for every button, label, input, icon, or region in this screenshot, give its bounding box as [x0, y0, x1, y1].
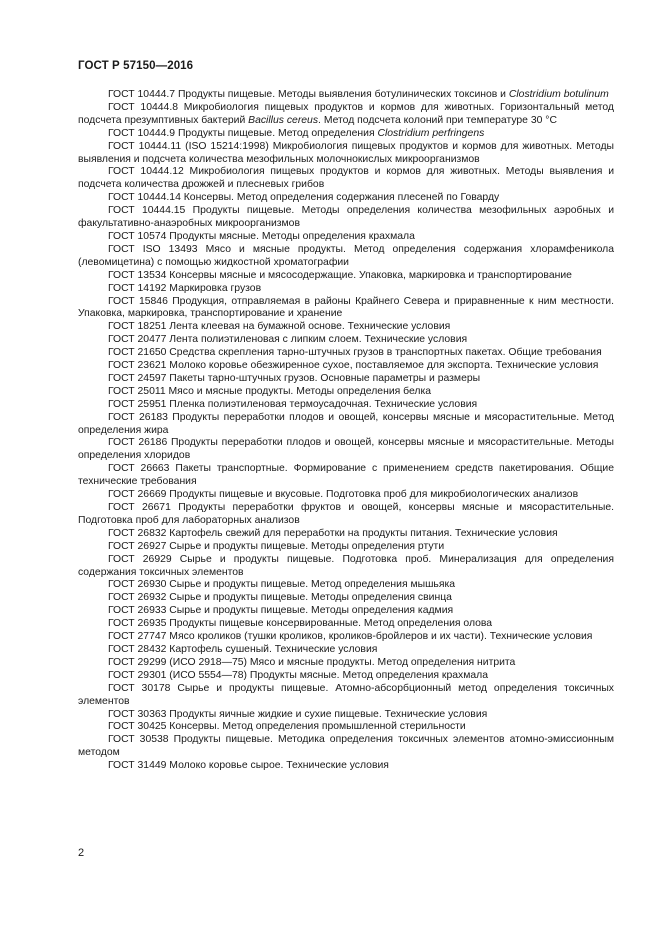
- reference-item: [78, 489, 614, 502]
- reference-text: ГОСТ 26669 Продукты пищевые и вкусовые. Подготовка проб для микробиологических анализов: [108, 489, 579, 501]
- reference-text: ГОСТ 10444.15 Продукты пищевые. Методы определения количества мезофильных аэробных и факультативно-анаэробных микроорганизмов: [78, 205, 614, 230]
- reference-text: ГОСТ 30425 Консервы. Метод определения промышленной стерильности: [108, 721, 466, 733]
- reference-text: ГОСТ 18251 Лента клеевая на бумажной основе. Технические условия: [108, 321, 451, 333]
- reference-text: ГОСТ 10444.7 Продукты пищевые. Методы выявления ботулинических токсинов и: [108, 89, 509, 100]
- reference-item: [78, 592, 614, 605]
- reference-text: ГОСТ 26183 Продукты переработки плодов и овощей, консервы мясные и мясорастительные. Метод определения жира: [78, 411, 614, 436]
- reference-item: [78, 709, 614, 722]
- reference-item: [78, 321, 614, 334]
- reference-item: [78, 244, 614, 270]
- reference-item: [78, 283, 614, 296]
- reference-item: [78, 734, 614, 760]
- reference-item: [78, 102, 614, 128]
- reference-item: [78, 760, 614, 773]
- page-number: 2: [78, 847, 85, 859]
- reference-text: ГОСТ 15846 Продукция, отправляемая в районы Крайнего Севера и приравненные к ним местности. Упаковка, маркировка, транспортирование и хранение: [78, 295, 614, 320]
- reference-text: ГОСТ 20477 Лента полиэтиленовая с липким слоем. Технические условия: [108, 334, 468, 346]
- document-header: ГОСТ Р 57150—2016: [78, 60, 194, 72]
- reference-item: [78, 399, 614, 412]
- reference-text: ГОСТ 26935 Продукты пищевые консервированные. Метод определения олова: [108, 618, 493, 630]
- reference-text: ГОСТ 10574 Продукты мясные. Методы определения крахмала: [108, 230, 415, 242]
- reference-text: ГОСТ 26832 Картофель свежий для переработки на продукты питания. Технические условия: [108, 527, 558, 539]
- reference-text: ГОСТ 25011 Мясо и мясные продукты. Методы определения белка: [108, 385, 432, 397]
- reference-text: ГОСТ 26671 Продукты переработки фруктов и овощей, консервы мясные и мясорастительные. Подготовка проб для лабораторных анализов: [78, 502, 614, 526]
- reference-item: [78, 386, 614, 399]
- reference-text: ГОСТ 26663 Пакеты транспортные. Формирование с применением средств пакетирования. Общие технические требования: [78, 463, 614, 488]
- reference-text: ГОСТ 26929 Сырье и продукты пищевые. Подготовка проб. Минерализация для определения содержания токсичных элементов: [78, 553, 614, 578]
- reference-item: [78, 463, 614, 489]
- reference-italic-text: Clostridium perfringens: [377, 127, 485, 139]
- reference-text: ГОСТ 27747 Мясо кроликов (тушки кроликов, кроликов-бройлеров и их части). Технические условия: [108, 631, 593, 643]
- reference-item: [78, 270, 614, 283]
- reference-text: ГОСТ 29299 (ИСО 2918—75) Мясо и мясные продукты. Метод определения нитрита: [108, 656, 516, 668]
- reference-text: ГОСТ 13534 Консервы мясные и мясосодержащие. Упаковка, маркировка и транспортирование: [108, 269, 572, 281]
- reference-text: ГОСТ 30363 Продукты яичные жидкие и сухие пищевые. Технические условия: [108, 708, 488, 720]
- reference-item: [78, 683, 614, 709]
- reference-text: ГОСТ 10444.8 Микробиология пищевых продуктов и кормов для животных. Горизонтальный метод подсчета презумптивных бактерий: [78, 101, 614, 126]
- reference-text: ГОСТ 10444.14 Консервы. Метод определения содержания плесеней по Говарду: [108, 192, 500, 204]
- reference-text: ГОСТ 25951 Пленка полиэтиленовая термоусадочная. Технические условия: [108, 398, 478, 410]
- normative-references-list: [78, 89, 614, 773]
- reference-text: ГОСТ 10444.11 (ISO 15214:1998) Микробиология пищевых продуктов и кормов для животных. Методы выявления и подсчета количества мезофильных молочнокислых микроорганизмов: [78, 140, 614, 165]
- reference-item: [78, 360, 614, 373]
- reference-text: ГОСТ 26933 Сырье и продукты пищевые. Методы определения кадмия: [108, 605, 454, 617]
- reference-text: ГОСТ 23621 Молоко коровье обезжиренное сухое, поставляемое для экспорта. Технические условия: [108, 360, 599, 372]
- reference-item: [78, 579, 614, 592]
- reference-italic-text: Bacillus cereus: [248, 114, 319, 126]
- reference-text: ГОСТ 21650 Средства скрепления тарно-штучных грузов в транспортных пакетах. Общие требования: [108, 347, 602, 359]
- reference-text: ГОСТ 10444.9 Продукты пищевые. Метод определения: [108, 127, 378, 139]
- reference-text: ГОСТ 26930 Сырье и продукты пищевые. Метод определения мышьяка: [108, 579, 456, 591]
- reference-item: [78, 205, 614, 231]
- reference-item: [78, 141, 614, 167]
- reference-text: ГОСТ 29301 (ИСО 5554—78) Продукты мясные. Метод определения крахмала: [108, 669, 488, 681]
- reference-item: [78, 128, 614, 141]
- reference-item: [78, 670, 614, 683]
- reference-item: [78, 192, 614, 205]
- reference-italic-text: Clostridium botulinum: [508, 89, 609, 100]
- reference-text: ГОСТ 30178 Сырье и продукты пищевые. Атомно-абсорбционный метод определения токсичных элементов: [78, 682, 614, 707]
- reference-text: ГОСТ 26927 Сырье и продукты пищевые. Методы определения ртути: [108, 540, 445, 552]
- reference-item: [78, 554, 614, 580]
- reference-text: ГОСТ 10444.12 Микробиология пищевых продуктов и кормов для животных. Методы выявления и подсчета количества дрожжей и плесневых грибов: [78, 166, 614, 191]
- reference-item: [78, 657, 614, 670]
- reference-item: [78, 437, 614, 463]
- reference-text: ГОСТ ISO 13493 Мясо и мясные продукты. Метод определения содержания хлорамфеникола (левомицетина) с помощью жидкостной хроматографии: [78, 243, 614, 268]
- reference-item: [78, 166, 614, 192]
- reference-item: [78, 89, 614, 102]
- reference-item: [78, 334, 614, 347]
- reference-text: ГОСТ 26932 Сырье и продукты пищевые. Методы определения свинца: [108, 592, 452, 604]
- reference-item: [78, 541, 614, 554]
- reference-item: [78, 347, 614, 360]
- reference-item: [78, 502, 614, 528]
- reference-item: [78, 644, 614, 657]
- reference-item: [78, 296, 614, 322]
- reference-item: [78, 721, 614, 734]
- reference-item: [78, 528, 614, 541]
- reference-item: [78, 412, 614, 438]
- reference-item: [78, 605, 614, 618]
- reference-text: ГОСТ 24597 Пакеты тарно-штучных грузов. Основные параметры и размеры: [108, 372, 481, 384]
- reference-text: ГОСТ 26186 Продукты переработки плодов и овощей, консервы мясные и мясорастительные. Методы определения хлоридов: [78, 437, 614, 462]
- reference-text: ГОСТ 30538 Продукты пищевые. Методика определения токсичных элементов атомно-эмиссионным методом: [78, 734, 614, 759]
- reference-text: ГОСТ 14192 Маркировка грузов: [108, 282, 262, 294]
- reference-text: . Метод подсчета колоний при температуре 30 °С: [318, 114, 557, 126]
- reference-item: [78, 231, 614, 244]
- reference-item: [78, 373, 614, 386]
- reference-text: ГОСТ 31449 Молоко коровье сырое. Технические условия: [108, 760, 389, 772]
- reference-item: [78, 631, 614, 644]
- reference-item: [78, 618, 614, 631]
- reference-text: ГОСТ 28432 Картофель сушеный. Технические условия: [108, 643, 378, 655]
